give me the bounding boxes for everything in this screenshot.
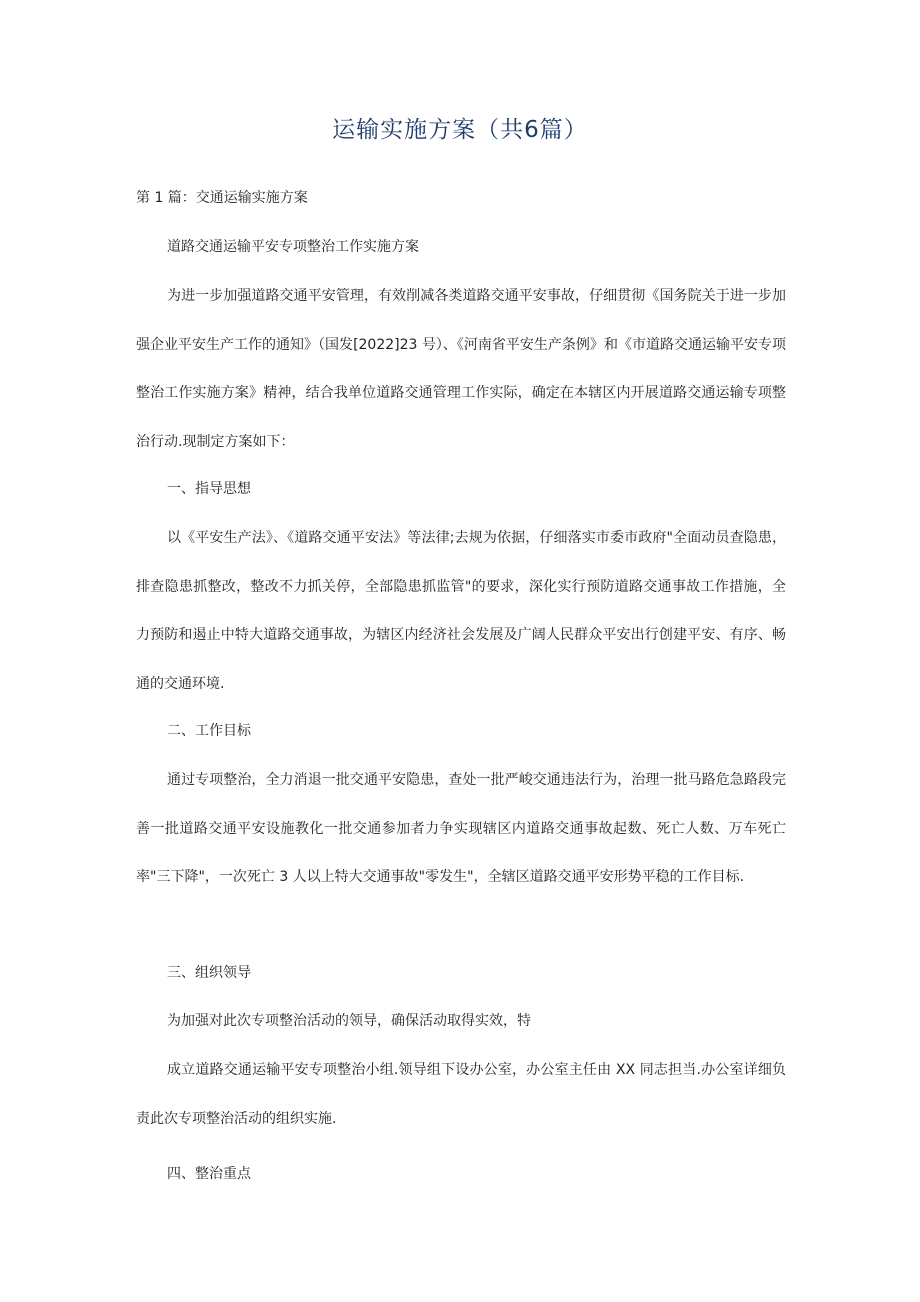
section-heading: 第 1 篇：交通运输实施方案: [136, 190, 308, 206]
paragraph-guiding-ideology: 以《平安生产法》、《道路交通平安法》等法律;去规为依据，仔细落实市委市政府"全面动员查隐患，排查隐患抓整改，整改不力抓关停，全部隐患抓监管"的要求，深化实行预防道路交通事故工作措施，全力预防和遏止中特大道路交通事故，为辖区内经济社会发展及广阔人民群众平安出行创建平安、有序、畅通的交通环境.: [136, 530, 786, 692]
document-title: 运输实施方案（共6篇）: [332, 117, 588, 143]
paragraph-organization-a: 为加强对此次专项整治活动的领导，确保活动取得实效，特: [167, 1013, 531, 1029]
paragraph-organization-b: 成立道路交通运输平安专项整治小组.领导组下设办公室，办公室主任由 XX 同志担当.办公室详细负责此次专项整治活动的组织实施.: [136, 1062, 786, 1127]
heading-rectification-focus: 四、整治重点: [167, 1166, 251, 1182]
heading-work-goals: 二、工作目标: [167, 723, 251, 739]
paragraph-work-goals: 通过专项整治，全力消退一批交通平安隐患，查处一批严峻交通违法行为，治理一批马路危急路段完善一批道路交通平安设施教化一批交通参加者力争实现辖区内道路交通事故起数、死亡人数、万车死亡率"三下降"，一次死亡 3 人以上特大交通事故"零发生"，全辖区道路交通平安形势平稳的工作目标.: [136, 772, 786, 885]
heading-organization: 三、组织领导: [167, 965, 251, 981]
intro-paragraph: 为进一步加强道路交通平安管理，有效削减各类道路交通平安事故，仔细贯彻《国务院关于进一步加强企业平安生产工作的通知》（国发[2022]23 号）、《河南省平安生产条例》和《市道路交通运输平安专项整治工作实施方案》精神，结合我单位道路交通管理工作实际，确定在本辖区内开展道路交通运输专项整治行动.现制定方案如下：: [136, 288, 786, 450]
heading-guiding-ideology: 一、指导思想: [167, 481, 251, 497]
document-subtitle: 道路交通运输平安专项整治工作实施方案: [167, 239, 419, 255]
